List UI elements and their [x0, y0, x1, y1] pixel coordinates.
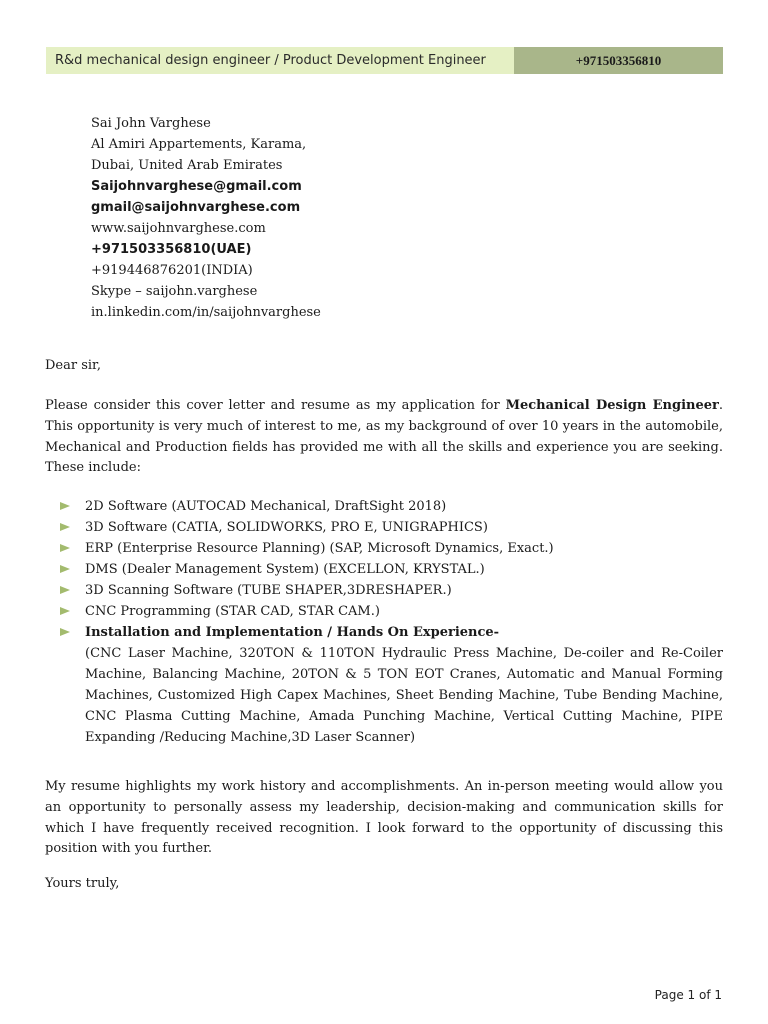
list-item [60, 517, 723, 538]
list-item [60, 580, 723, 601]
contact-address-line1: Al Amiri Appartements, Karama, [91, 137, 307, 152]
intro-text-end: . This opportunity is very much of interest to me, as my background of over 10 years in the automobile, Mechanical and Production fields has provided me with all the skills and experience you are seeking. These include: [45, 398, 723, 476]
arrow-bullet-icon [60, 544, 70, 552]
list-item [60, 622, 723, 748]
skill-text: CNC Programming (STAR CAD, STAR CAM.) [85, 604, 380, 619]
intro-text-start: Please consider this cover letter and resume as my application for [45, 398, 506, 413]
contact-skype: Skype – saijohn.varghese [91, 284, 258, 299]
page-number: Page 1 of 1 [654, 988, 722, 1002]
arrow-bullet-icon [60, 628, 70, 636]
signoff: Yours truly, [45, 876, 120, 891]
list-item [60, 496, 723, 517]
list-item [60, 559, 723, 580]
arrow-bullet-icon [60, 523, 70, 531]
contact-email-secondary[interactable]: gmail@saijohnvarghese.com [91, 200, 301, 215]
contact-phone-uae: +971503356810(UAE) [91, 242, 252, 257]
header-title: R&d mechanical design engineer / Product Development Engineer [46, 47, 514, 74]
closing-paragraph: My resume highlights my work history and accomplishments. An in-person meeting would allow you an opportunity to personally assess my leadership, decision-making and communication skills for which I have frequently received recognition. I look forward to the opportunity of discussing this position with you further. [45, 779, 723, 857]
salutation: Dear sir, [45, 358, 101, 373]
skill-text: 3D Scanning Software (TUBE SHAPER,3DRESHAPER.) [85, 583, 452, 598]
experience-label: Installation and Implementation / Hands On Experience- [85, 625, 500, 640]
contact-block [91, 113, 321, 323]
contact-address-line2: Dubai, United Arab Emirates [91, 158, 283, 173]
contact-website[interactable]: www.saijohnvarghese.com [91, 221, 266, 236]
experience-machines: (CNC Laser Machine, 320TON & 110TON Hydraulic Press Machine, De-coiler and Re-Coiler Machine, Balancing Machine, 20TON & 5 TON EOT Cranes, Automatic and Manual Forming Machines, Customized High Capex Machines, Sheet Bending Machine, Tube Bending Machine, CNC Plasma Cutting Machine, Amada Punching Machine, Vertical Cutting Machine, PIPE Expanding /Reducing Machine,3D Laser Scanner) [85, 646, 723, 745]
skills-list [60, 496, 723, 748]
header-phone: +971503356810 [514, 47, 723, 74]
arrow-bullet-icon [60, 565, 70, 573]
contact-email-primary[interactable]: Saijohnvarghese@gmail.com [91, 179, 302, 194]
contact-linkedin[interactable]: in.linkedin.com/in/saijohnvarghese [91, 305, 321, 320]
skill-text: 2D Software (AUTOCAD Mechanical, DraftSight 2018) [85, 499, 447, 514]
skill-text: ERP (Enterprise Resource Planning) (SAP, Microsoft Dynamics, Exact.) [85, 541, 554, 556]
page-header [46, 47, 723, 74]
contact-name: Sai John Varghese [91, 116, 211, 131]
intro-position: Mechanical Design Engineer [505, 398, 719, 413]
arrow-bullet-icon [60, 607, 70, 615]
list-item [60, 601, 723, 622]
contact-phone-india: +919446876201(INDIA) [91, 263, 253, 278]
intro-paragraph [45, 396, 723, 479]
skill-text: DMS (Dealer Management System) (EXCELLON, KRYSTAL.) [85, 562, 485, 577]
arrow-bullet-icon [60, 502, 70, 510]
arrow-bullet-icon [60, 586, 70, 594]
list-item [60, 538, 723, 559]
skill-text: 3D Software (CATIA, SOLIDWORKS, PRO E, UNIGRAPHICS) [85, 520, 488, 535]
